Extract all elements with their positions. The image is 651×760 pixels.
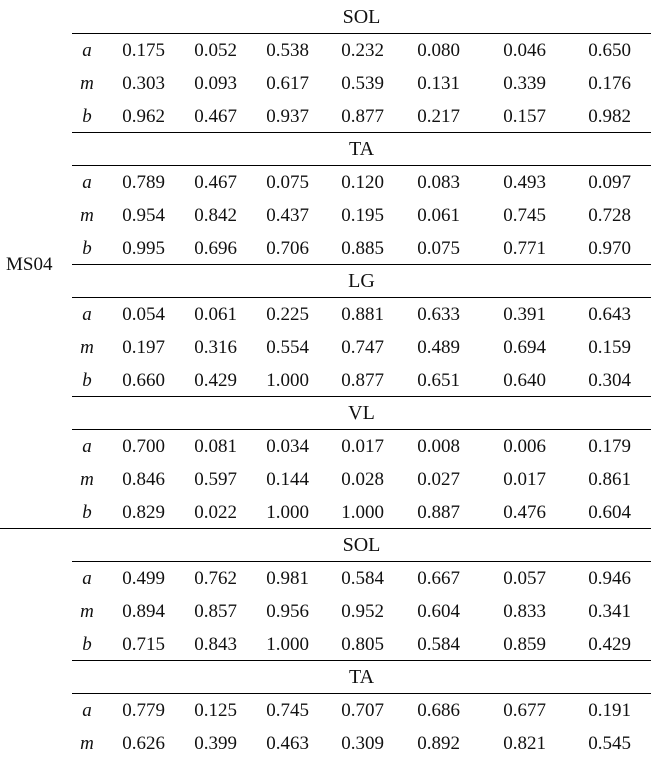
table-cell: 0.584: [417, 634, 460, 655]
table-cell: 0.981: [266, 568, 309, 589]
table-cell: 0.887: [417, 502, 460, 523]
table-cell: 0.467: [194, 106, 237, 127]
row-label: m: [80, 469, 94, 490]
table-cell: 0.643: [588, 304, 631, 325]
table-cell: 0.604: [588, 502, 631, 523]
table-cell: 1.000: [266, 502, 309, 523]
table-cell: 0.027: [417, 469, 460, 490]
table-cell: 0.028: [341, 469, 384, 490]
table-cell: 0.995: [122, 238, 165, 259]
table-cell: 0.197: [122, 337, 165, 358]
table-cell: 0.539: [341, 73, 384, 94]
table-cell: 0.771: [503, 238, 546, 259]
table-cell: 0.677: [503, 700, 546, 721]
section-title: LG: [348, 270, 375, 292]
table-cell: 0.217: [417, 106, 460, 127]
table-cell: 0.877: [341, 370, 384, 391]
table-cell: 0.843: [194, 634, 237, 655]
table-cell: 0.694: [503, 337, 546, 358]
table-cell: 0.179: [588, 436, 631, 457]
table-cell: 0.747: [341, 337, 384, 358]
table-cell: 0.584: [341, 568, 384, 589]
table-cell: 0.131: [417, 73, 460, 94]
table-cell: 0.391: [503, 304, 546, 325]
table-cell: 0.339: [503, 73, 546, 94]
table-cell: 0.429: [588, 634, 631, 655]
table-cell: 0.057: [503, 568, 546, 589]
table-cell: 0.982: [588, 106, 631, 127]
row-label: m: [80, 733, 94, 754]
table-cell: 0.650: [588, 40, 631, 61]
table-cell: 0.597: [194, 469, 237, 490]
table-cell: 0.093: [194, 73, 237, 94]
table-cell: 0.821: [503, 733, 546, 754]
table-cell: 0.191: [588, 700, 631, 721]
table-cell: 0.859: [503, 634, 546, 655]
table-cell: 0.303: [122, 73, 165, 94]
table-cell: 0.970: [588, 238, 631, 259]
table-cell: 0.696: [194, 238, 237, 259]
table-cell: 1.000: [266, 370, 309, 391]
table-cell: 0.728: [588, 205, 631, 226]
table-cell: 0.225: [266, 304, 309, 325]
table-cell: 0.954: [122, 205, 165, 226]
table-cell: 0.789: [122, 172, 165, 193]
section-title: SOL: [342, 6, 381, 28]
table-cell: 0.175: [122, 40, 165, 61]
group-label: MS04: [6, 254, 53, 275]
row-label: m: [80, 205, 94, 226]
table-cell: 0.061: [194, 304, 237, 325]
table-cell: 0.017: [341, 436, 384, 457]
section-title: VL: [348, 402, 375, 424]
row-label: a: [82, 304, 92, 325]
table-cell: 0.706: [266, 238, 309, 259]
table-cell: 0.476: [503, 502, 546, 523]
table-cell: 0.075: [417, 238, 460, 259]
table-cell: 0.120: [341, 172, 384, 193]
table-cell: 0.097: [588, 172, 631, 193]
table-cell: 0.626: [122, 733, 165, 754]
table-cell: 0.779: [122, 700, 165, 721]
table-cell: 0.700: [122, 436, 165, 457]
table-cell: 0.309: [341, 733, 384, 754]
table-cell: 0.463: [266, 733, 309, 754]
table-cell: 0.892: [417, 733, 460, 754]
row-label: m: [80, 73, 94, 94]
table-cell: 0.304: [588, 370, 631, 391]
table-cell: 0.829: [122, 502, 165, 523]
table-cell: 0.075: [266, 172, 309, 193]
table-cell: 0.881: [341, 304, 384, 325]
table-cell: 0.745: [503, 205, 546, 226]
table-cell: 0.081: [194, 436, 237, 457]
table-cell: 0.017: [503, 469, 546, 490]
table-cell: 0.006: [503, 436, 546, 457]
table-cell: 0.633: [417, 304, 460, 325]
row-label: b: [82, 370, 92, 391]
table-cell: 0.686: [417, 700, 460, 721]
table-cell: 0.499: [122, 568, 165, 589]
table-cell: 0.604: [417, 601, 460, 622]
table-cell: 0.022: [194, 502, 237, 523]
table-cell: 0.952: [341, 601, 384, 622]
row-label: a: [82, 568, 92, 589]
table-cell: 0.715: [122, 634, 165, 655]
table-cell: 0.762: [194, 568, 237, 589]
table-cell: 0.617: [266, 73, 309, 94]
table-cell: 0.144: [266, 469, 309, 490]
table-cell: 1.000: [341, 502, 384, 523]
table-cell: 0.894: [122, 601, 165, 622]
table-cell: 0.176: [588, 73, 631, 94]
table-cell: 0.083: [417, 172, 460, 193]
table-cell: 0.833: [503, 601, 546, 622]
table-cell: 0.640: [503, 370, 546, 391]
table-cell: 0.008: [417, 436, 460, 457]
row-label: a: [82, 40, 92, 61]
table-cell: 0.467: [194, 172, 237, 193]
section-title: TA: [348, 666, 375, 688]
table-cell: 0.545: [588, 733, 631, 754]
row-label: b: [82, 106, 92, 127]
row-label: m: [80, 337, 94, 358]
table-cell: 0.842: [194, 205, 237, 226]
table-cell: 0.046: [503, 40, 546, 61]
table-cell: 0.946: [588, 568, 631, 589]
table-cell: 0.861: [588, 469, 631, 490]
table-cell: 0.956: [266, 601, 309, 622]
table-cell: 0.846: [122, 469, 165, 490]
table-cell: 0.157: [503, 106, 546, 127]
table-cell: 0.052: [194, 40, 237, 61]
table-cell: 0.667: [417, 568, 460, 589]
table-cell: 0.962: [122, 106, 165, 127]
section-title: SOL: [342, 534, 381, 556]
row-label: b: [82, 634, 92, 655]
table-cell: 0.341: [588, 601, 631, 622]
table-cell: 0.399: [194, 733, 237, 754]
table-cell: 0.080: [417, 40, 460, 61]
table-cell: 0.877: [341, 106, 384, 127]
table-cell: 0.857: [194, 601, 237, 622]
table-cell: 0.232: [341, 40, 384, 61]
table-cell: 0.159: [588, 337, 631, 358]
table-cell: 0.937: [266, 106, 309, 127]
table-cell: 0.885: [341, 238, 384, 259]
table-cell: 0.125: [194, 700, 237, 721]
section-title: TA: [348, 138, 375, 160]
table-cell: 0.061: [417, 205, 460, 226]
table-cell: 0.651: [417, 370, 460, 391]
table-cell: 0.489: [417, 337, 460, 358]
table-cell: 0.745: [266, 700, 309, 721]
table-cell: 1.000: [266, 634, 309, 655]
row-label: a: [82, 700, 92, 721]
row-label: a: [82, 172, 92, 193]
row-label: a: [82, 436, 92, 457]
table-cell: 0.493: [503, 172, 546, 193]
row-label: m: [80, 601, 94, 622]
row-label: b: [82, 502, 92, 523]
table-cell: 0.538: [266, 40, 309, 61]
table-cell: 0.316: [194, 337, 237, 358]
table-cell: 0.660: [122, 370, 165, 391]
table-cell: 0.805: [341, 634, 384, 655]
table-cell: 0.429: [194, 370, 237, 391]
table-cell: 0.554: [266, 337, 309, 358]
table-cell: 0.034: [266, 436, 309, 457]
table-cell: 0.707: [341, 700, 384, 721]
table-cell: 0.195: [341, 205, 384, 226]
table-cell: 0.054: [122, 304, 165, 325]
table-cell: 0.437: [266, 205, 309, 226]
row-label: b: [82, 238, 92, 259]
